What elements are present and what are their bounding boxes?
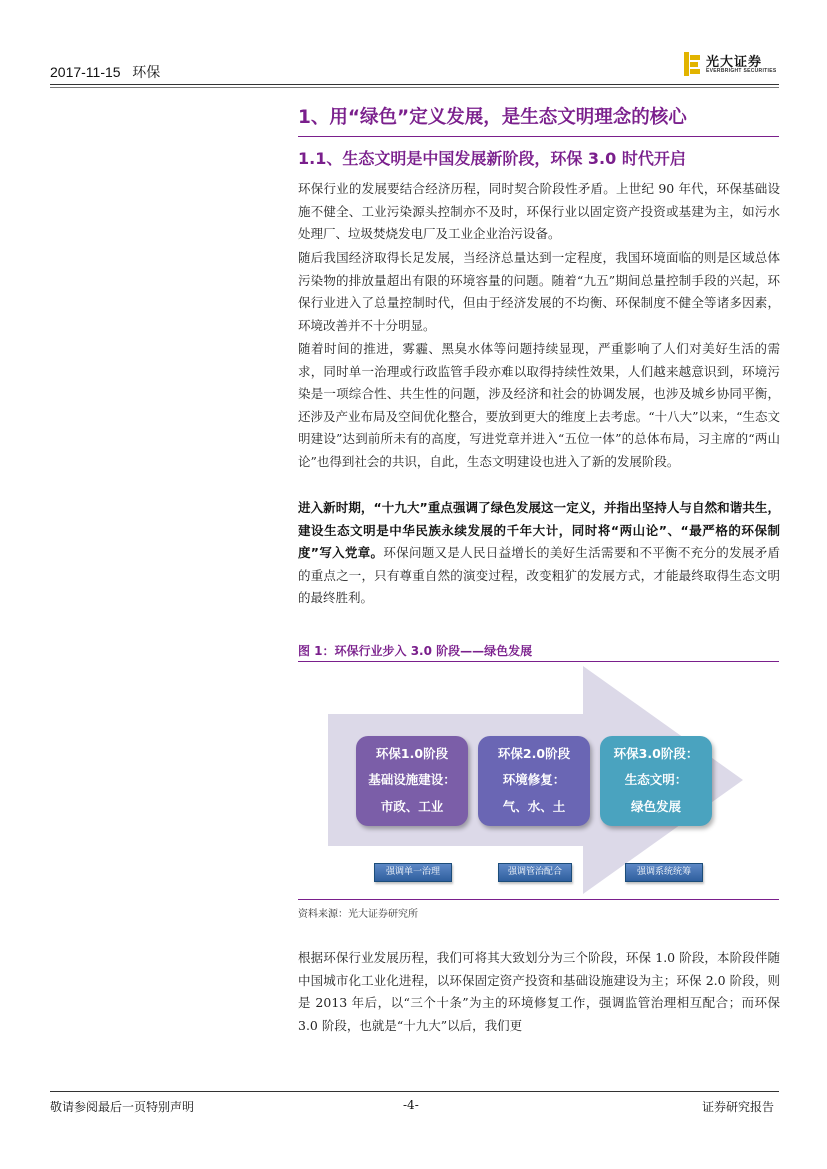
stage-card-1 [356,736,468,826]
footer-rule [50,1091,779,1092]
logo-name: 光大证券 [706,55,763,70]
header-rule-thin [50,87,779,88]
header-date-sector [50,62,160,82]
everbright-logo [684,50,784,80]
paragraph-2: 随后我国经济取得长足发展，当经济总量达到一定程度，我国环境面临的则是区域总体污染物的排放量超出有限的环境容量的问题。随着“九五”期间总量控制手段的兴起，环保行业进入了总量控制时代，但由于经济发展的不均衡、环保制度不健全等诸多因素，环境改善并不十分明显。 [298,250,780,333]
section-heading-1: 1、用“绿色”定义发展，是生态文明理念的核心 [298,107,687,128]
footer-report-type: 证券研究报告 [702,1100,775,1114]
stage-2-detail: 气、水、土 [502,799,566,814]
paragraph-1: 环保行业的发展要结合经济历程，同时契合阶段性矛盾。上世纪 90 年代，环保基础设施不健全、工业污染源头控制亦不及时，环保行业以固定资产投资或基建为主，如污水处理厂、垃圾焚烧发电厂及工业企业治污设备。 [298,181,780,242]
tag-single-governance: 强调单一治理 [374,863,452,882]
figure-source: 资料来源：光大证券研究所 [298,909,418,920]
paragraph-5: 根据环保行业发展历程，我们可将其大致划分为三个阶段，环保 1.0 阶段，本阶段伴随中国城市化工业化进程，以环保固定资产投资和基础设施建设为主；环保 2.0 阶段，则是 2013 年后，以“三个十条”为主的环境修复工作，强调监管治理相互配合；而环保 3.0 阶段，也就是“十九大”以后，我们更 [298,950,780,1033]
footer-disclaimer: 敬请参阅最后一页特别声明 [50,1100,195,1114]
header-rule [50,84,779,85]
stage-3-detail: 绿色发展 [630,799,681,814]
stage-2-title: 环保2.0阶段 [497,746,571,761]
stage-3-title: 环保3.0阶段： [613,746,699,761]
stage-3-subtitle: 生态文明： [624,772,688,787]
stage-1-title: 环保1.0阶段 [375,746,449,761]
paragraph-3: 随着时间的推进，雾霾、黑臭水体等问题持续显现，严重影响了人们对美好生活的需求，同时单一治理或行政监管手段亦难以取得持续性效果，人们越来越意识到，环境污染是一项综合性、共生性的问题，涉及经济和社会的协调发展，也涉及城乡协同平衡，还涉及产业布局及空间优化整合，要放到更大的维度上去考虑。“十八大”以来，“生态文明建设”达到前所未有的高度，写进党章并进入“五位一体”的总体布局，习主席的“两山论”也得到社会的共识，自此，生态文明建设也进入了新的发展阶段。 [298,341,780,469]
tag-system-coordination: 强调系统统筹 [625,863,703,882]
stage-1-detail: 市政、工业 [380,799,444,814]
stage-1-subtitle: 基础设施建设： [368,772,456,787]
report-date: 2017-11-15 [50,64,121,80]
paragraph-4-rest: 环保问题又是人民日益增长的美好生活需要和不平衡不充分的发展矛盾的重点之一，只有尊重自然的演变过程，改变粗犷的发展方式，才能最终取得生态文明的最终胜利。 [298,545,780,606]
figure-title: 图 1：环保行业步入 3.0 阶段——绿色发展 [298,644,533,658]
logo-english: EVERBRIGHT SECURITIES [706,68,777,74]
stage-card-3 [600,736,712,826]
page-number: -4- [403,1098,419,1112]
figure-top-rule [298,661,779,662]
heading-rule [298,136,779,137]
paragraph-4 [298,497,780,610]
section-heading-1-1: 1.1、生态文明是中国发展新阶段，环保 3.0 时代开启 [298,149,686,168]
figure-bottom-rule [298,899,779,900]
tag-regulation-cooperation: 强调管治配合 [498,863,572,882]
report-sector: 环保 [132,64,161,80]
stage-2-subtitle: 环境修复： [502,772,566,787]
paragraph-4-bold: 进入新时期，“十九大”重点强调了绿色发展这一定义，并指出坚持人与自然和谐共生，建设生态文明是中华民族永续发展的千年大计，同时将“两山论”、“最严格的环保制度”写入党章。 [298,500,780,561]
stage-card-2 [478,736,590,826]
logo-mark-icon [684,52,700,76]
